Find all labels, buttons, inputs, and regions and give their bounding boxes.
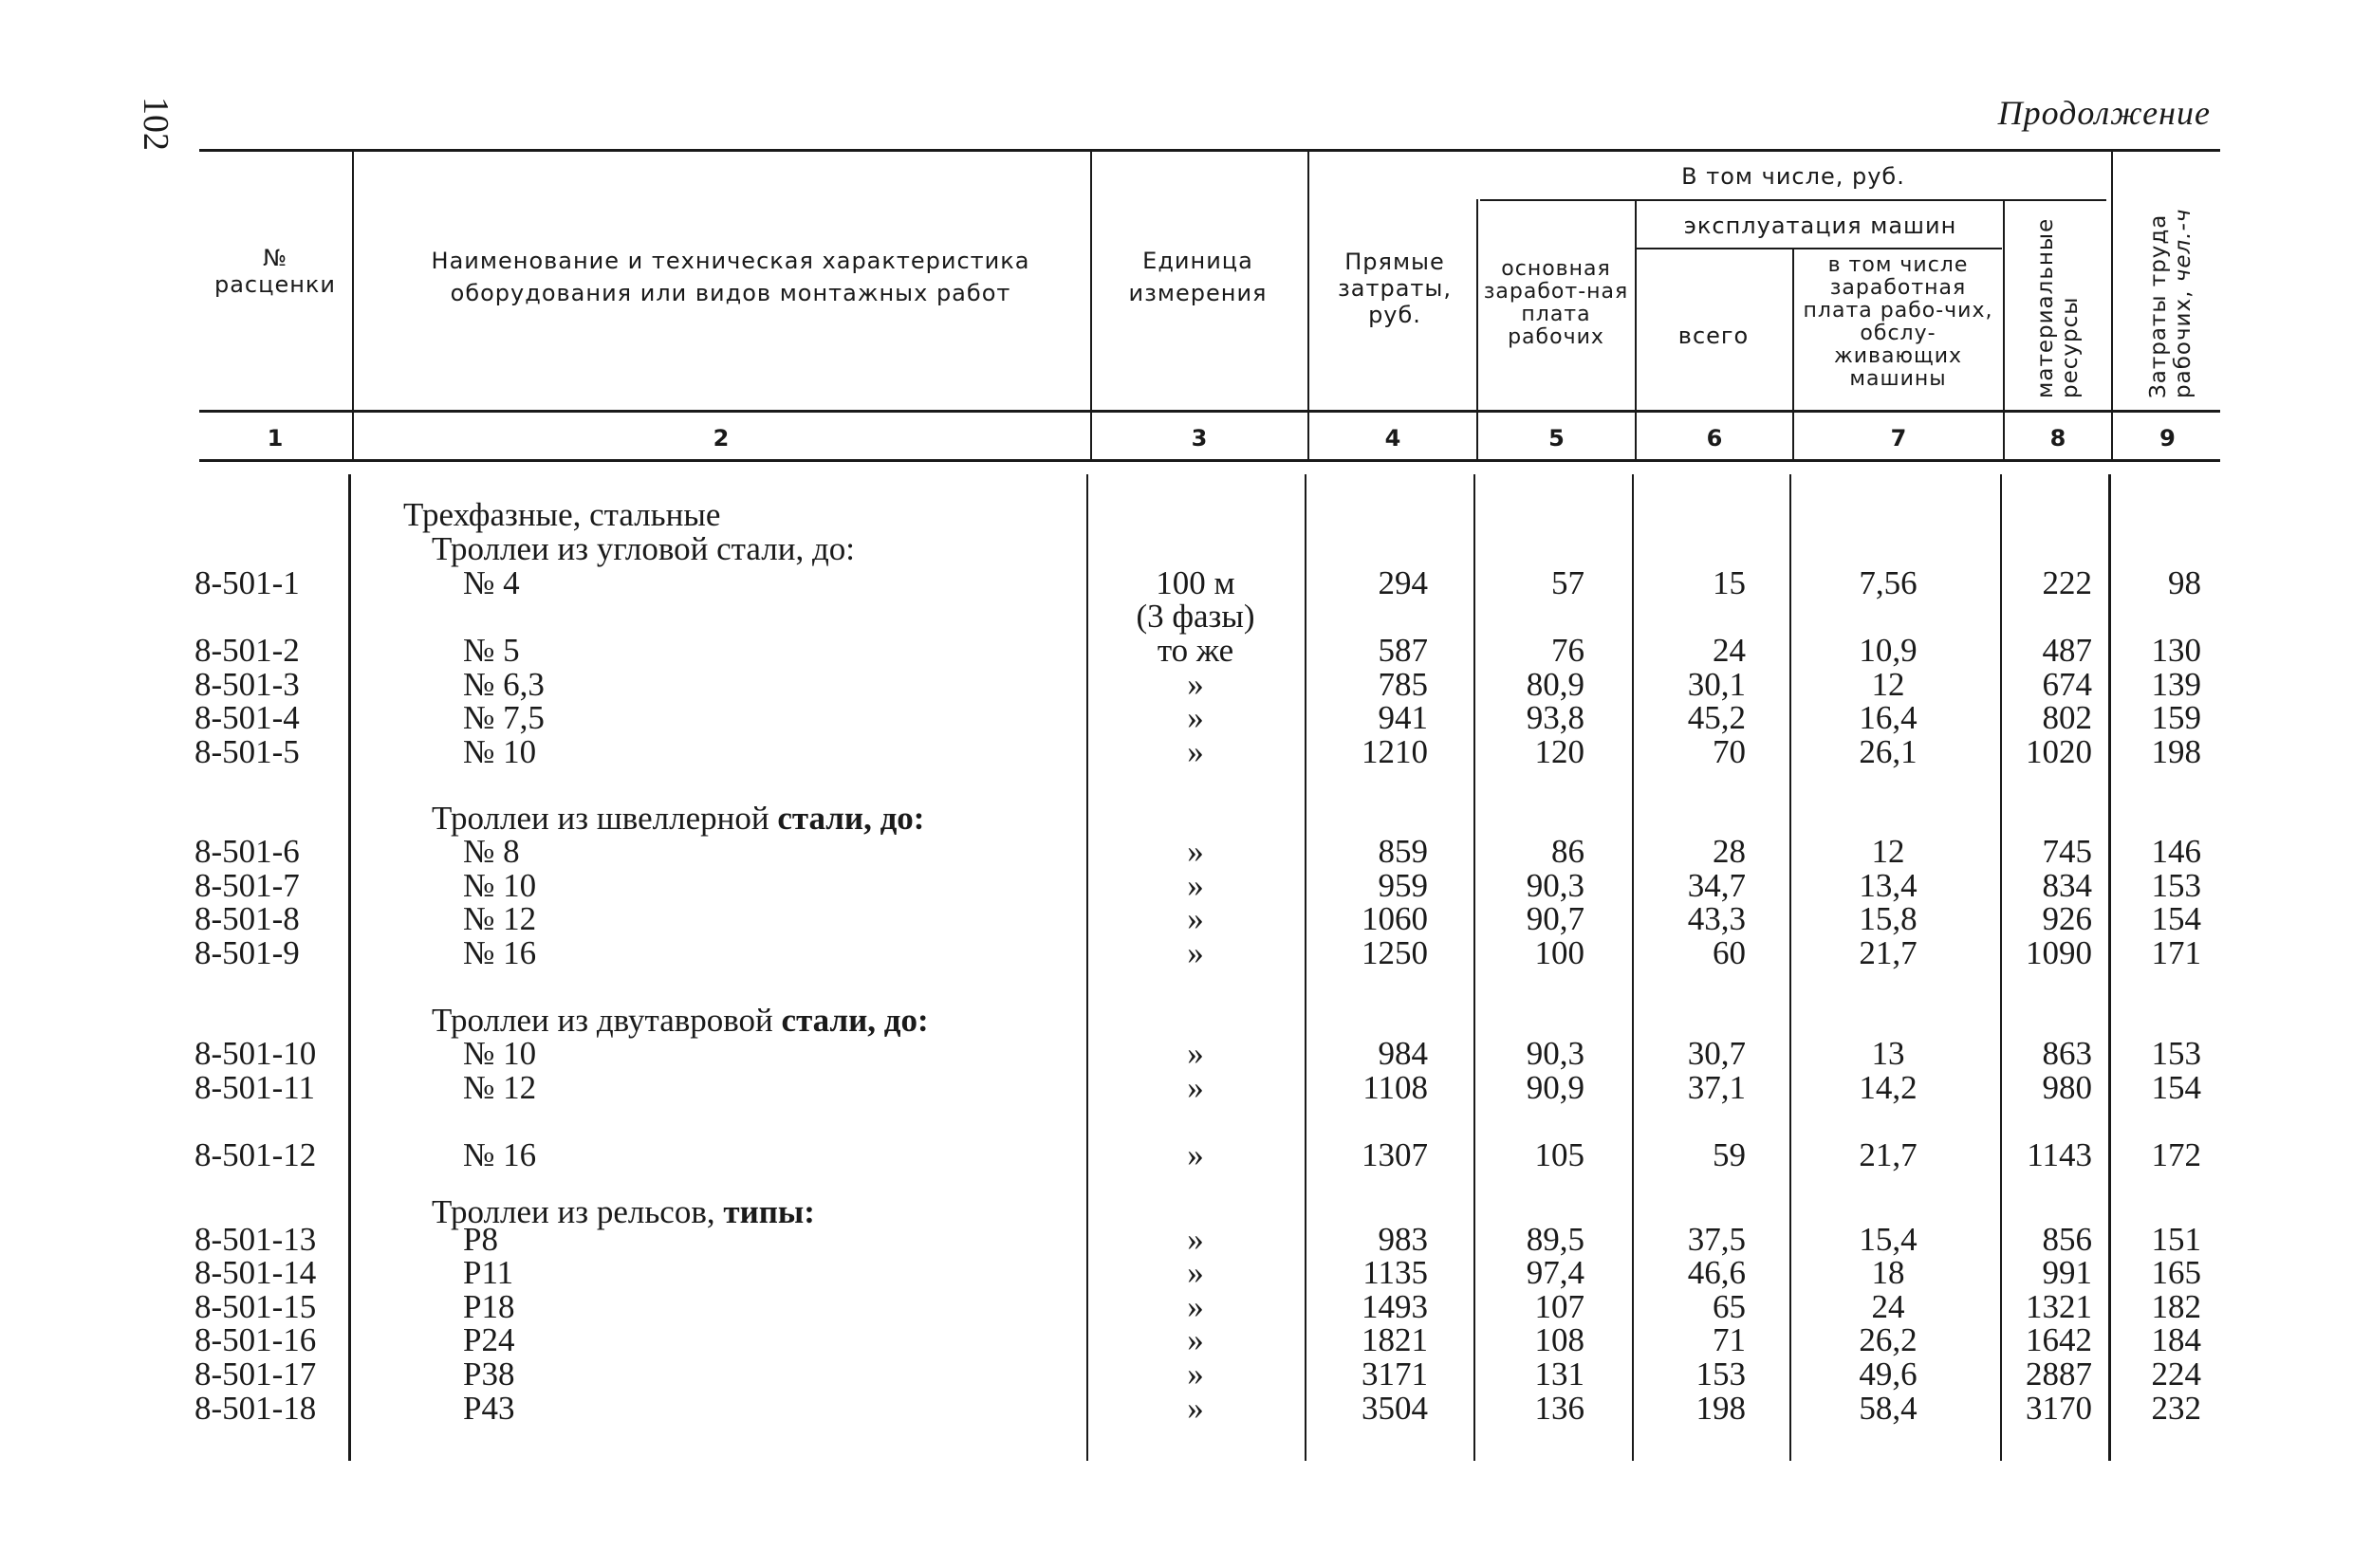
row-unit: » <box>1187 699 1204 736</box>
row-machines-total: 15 <box>1713 564 1746 601</box>
table-row <box>0 1392 2353 1426</box>
header-col-code: № расценки <box>213 245 337 298</box>
row-materials: 1090 <box>2026 934 2092 971</box>
section-rails-bold: типы: <box>723 1193 815 1230</box>
row-name: Р43 <box>463 1390 515 1427</box>
row-machines-total: 34,7 <box>1687 867 1746 904</box>
table-row <box>0 835 2353 869</box>
row-direct-cost: 3504 <box>1362 1390 1428 1427</box>
row-unit: » <box>1187 1069 1204 1106</box>
row-labor: 198 <box>2151 733 2201 770</box>
row-base-wage: 90,3 <box>1526 1035 1584 1072</box>
row-labor: 232 <box>2151 1390 2201 1427</box>
row-labor: 98 <box>2168 564 2201 601</box>
table-row <box>0 1037 2353 1071</box>
column-number: 7 <box>1890 425 1907 452</box>
row-direct-cost: 1135 <box>1362 1254 1428 1291</box>
row-unit: » <box>1187 1221 1204 1258</box>
row-machines-total: 198 <box>1695 1390 1746 1427</box>
section-ibeam-bold: стали, до: <box>781 1002 929 1039</box>
header-col-labor-unit: чел.-ч <box>2171 208 2196 283</box>
row-base-wage: 120 <box>1534 733 1584 770</box>
row-direct-cost: 785 <box>1378 666 1428 703</box>
row-code: 8-501-1 <box>195 564 300 601</box>
table-row <box>0 668 2353 702</box>
row-base-wage: 97,4 <box>1526 1254 1584 1291</box>
row-code: 8-501-3 <box>195 666 300 703</box>
continuation-label: Продолжение <box>1997 94 2211 132</box>
row-machine-wage: 49,6 <box>1859 1356 1918 1393</box>
header-divider-7 <box>2003 199 2005 461</box>
table-row <box>0 1223 2353 1257</box>
row-machine-wage: 7,56 <box>1859 564 1918 601</box>
header-including: В том числе, руб. <box>1681 163 1905 190</box>
including-rule <box>1480 199 2106 201</box>
row-machines-total: 65 <box>1713 1288 1746 1325</box>
row-direct-cost: 984 <box>1378 1035 1428 1072</box>
row-code: 8-501-14 <box>195 1254 317 1291</box>
table-row <box>0 634 2353 668</box>
machines-rule <box>1637 248 2002 249</box>
row-name: № 8 <box>463 833 520 870</box>
header-divider-1 <box>352 152 354 461</box>
row-machines-total: 37,1 <box>1687 1069 1746 1106</box>
row-base-wage: 57 <box>1551 564 1584 601</box>
row-machine-wage: 12 <box>1871 666 1905 703</box>
row-code: 8-501-18 <box>195 1390 317 1427</box>
section-channel-heading <box>432 802 924 836</box>
table-row <box>0 1323 2353 1357</box>
section-angle-heading: Троллеи из угловой стали, до: <box>432 530 855 567</box>
row-machine-wage: 26,1 <box>1859 733 1918 770</box>
table-row <box>0 566 2353 600</box>
row-base-wage: 107 <box>1534 1288 1584 1325</box>
row-machines-total: 28 <box>1713 833 1746 870</box>
row-machine-wage: 15,4 <box>1859 1221 1918 1258</box>
row-direct-cost: 1210 <box>1362 733 1428 770</box>
row-machine-wage: 26,2 <box>1859 1321 1918 1358</box>
row-materials: 926 <box>2042 900 2092 937</box>
row-machines-total: 30,1 <box>1687 666 1746 703</box>
row-name: № 16 <box>463 934 537 971</box>
row-machine-wage: 14,2 <box>1859 1069 1918 1106</box>
row-materials: 1642 <box>2026 1321 2092 1358</box>
row-direct-cost: 859 <box>1378 833 1428 870</box>
row-name: № 12 <box>463 900 537 937</box>
row-labor: 154 <box>2151 900 2201 937</box>
header-divider-4 <box>1476 199 1478 461</box>
row-direct-cost: 959 <box>1378 867 1428 904</box>
row-direct-cost: 983 <box>1378 1221 1428 1258</box>
row-base-wage: 93,8 <box>1526 699 1584 736</box>
row-machines-total: 59 <box>1713 1136 1746 1173</box>
row-machines-total: 37,5 <box>1687 1221 1746 1258</box>
header-bottom-rule <box>199 410 2220 413</box>
row-materials: 856 <box>2042 1221 2092 1258</box>
row-name: № 10 <box>463 867 537 904</box>
row-labor: 130 <box>2151 632 2201 669</box>
row-labor: 146 <box>2151 833 2201 870</box>
row-code: 8-501-15 <box>195 1288 317 1325</box>
row-materials: 674 <box>2042 666 2092 703</box>
row-machine-wage: 24 <box>1871 1288 1905 1325</box>
row-machines-total: 45,2 <box>1687 699 1746 736</box>
row-code: 8-501-9 <box>195 934 300 971</box>
row-materials: 802 <box>2042 699 2092 736</box>
row-base-wage: 108 <box>1534 1321 1584 1358</box>
row-code: 8-501-13 <box>195 1221 317 1258</box>
row-code: 8-501-12 <box>195 1136 317 1173</box>
row-base-wage: 76 <box>1551 632 1584 669</box>
column-number: 5 <box>1548 425 1565 452</box>
row-materials: 991 <box>2042 1254 2092 1291</box>
table-top-rule <box>199 149 2220 152</box>
row-code: 8-501-5 <box>195 733 300 770</box>
row-materials: 487 <box>2042 632 2092 669</box>
row-code: 8-501-7 <box>195 867 300 904</box>
row-machine-wage: 21,7 <box>1859 934 1918 971</box>
row-code: 8-501-6 <box>195 833 300 870</box>
row-base-wage: 90,7 <box>1526 900 1584 937</box>
row-name: № 10 <box>463 1035 537 1072</box>
section-ibeam-text: Троллеи из двутавровой <box>432 1002 773 1039</box>
row-unit: » <box>1187 833 1204 870</box>
table-row <box>0 1071 2353 1105</box>
table-row <box>0 701 2353 735</box>
row-base-wage: 89,5 <box>1526 1221 1584 1258</box>
table-row <box>0 1357 2353 1392</box>
table-row <box>0 902 2353 936</box>
row-machines-total: 30,7 <box>1687 1035 1746 1072</box>
column-number: 4 <box>1384 425 1401 452</box>
row-base-wage: 86 <box>1551 833 1584 870</box>
row-name: Р18 <box>463 1288 515 1325</box>
row-direct-cost: 1821 <box>1362 1321 1428 1358</box>
page-number: 102 <box>136 97 176 151</box>
section-channel-bold: стали, до: <box>777 800 925 837</box>
row-machines-total: 71 <box>1713 1321 1746 1358</box>
row-direct-cost: 1307 <box>1362 1136 1428 1173</box>
table-row <box>0 1256 2353 1290</box>
row-name: № 5 <box>463 632 520 669</box>
column-number: 3 <box>1191 425 1208 452</box>
row-unit: » <box>1187 1288 1204 1325</box>
row-name: № 16 <box>463 1136 537 1173</box>
row-machine-wage: 10,9 <box>1859 632 1918 669</box>
row-unit: » <box>1187 1035 1204 1072</box>
row-direct-cost: 3171 <box>1362 1356 1428 1393</box>
row-base-wage: 105 <box>1534 1136 1584 1173</box>
row-labor: 151 <box>2151 1221 2201 1258</box>
table-row <box>0 1138 2353 1172</box>
row-unit: » <box>1187 1254 1204 1291</box>
row-unit: » <box>1187 1321 1204 1358</box>
section-channel-text: Троллеи из швеллерной <box>432 800 769 837</box>
row-base-wage: 90,9 <box>1526 1069 1584 1106</box>
row-name: Р38 <box>463 1356 515 1393</box>
row-code: 8-501-8 <box>195 900 300 937</box>
row-materials: 863 <box>2042 1035 2092 1072</box>
row-labor: 224 <box>2151 1356 2201 1393</box>
section-rails-text: Троллеи из рельсов, <box>432 1193 715 1230</box>
row-unit: » <box>1187 1356 1204 1393</box>
header-divider-5 <box>1635 199 1637 461</box>
row-machines-total: 153 <box>1695 1356 1746 1393</box>
row-name: Р24 <box>463 1321 515 1358</box>
header-divider-2 <box>1090 152 1092 461</box>
column-number: 2 <box>713 425 730 452</box>
header-col-labor-line1: Затраты труда <box>2146 213 2171 398</box>
row-unit: » <box>1187 666 1204 703</box>
row-materials: 745 <box>2042 833 2092 870</box>
row-labor: 159 <box>2151 699 2201 736</box>
row-base-wage: 100 <box>1534 934 1584 971</box>
column-number: 8 <box>2049 425 2066 452</box>
header-col-labor <box>2146 171 2196 398</box>
section-main-heading: Трехфазные, стальные <box>403 496 721 533</box>
header-col-labor-line2: рабочих, <box>2171 289 2196 398</box>
row-unit: » <box>1187 1136 1204 1173</box>
table-row <box>0 936 2353 970</box>
row-direct-cost: 1493 <box>1362 1288 1428 1325</box>
header-col-machine-wage: в том числе заработная плата рабо-чих, обслу-живающих машины <box>1803 253 1993 391</box>
row-labor: 171 <box>2151 934 2201 971</box>
header-machines: эксплуатация машин <box>1683 212 1957 239</box>
row-unit: » <box>1187 1390 1204 1427</box>
section-ibeam-heading <box>432 1004 929 1038</box>
row-name: Р11 <box>463 1254 514 1291</box>
row-base-wage: 136 <box>1534 1390 1584 1427</box>
row-unit: » <box>1187 867 1204 904</box>
row-machine-wage: 12 <box>1871 833 1905 870</box>
column-number: 1 <box>267 425 284 452</box>
row-name: № 7,5 <box>463 699 545 736</box>
row-machine-wage: 13 <box>1871 1035 1905 1072</box>
row-machine-wage: 58,4 <box>1859 1390 1918 1427</box>
row-direct-cost: 1060 <box>1362 900 1428 937</box>
unit-continuation: (3 фазы) <box>1136 598 1255 635</box>
row-base-wage: 131 <box>1534 1356 1584 1393</box>
row-direct-cost: 294 <box>1378 564 1428 601</box>
column-number: 9 <box>2159 425 2176 452</box>
row-machine-wage: 16,4 <box>1859 699 1918 736</box>
row-materials: 1020 <box>2026 733 2092 770</box>
header-divider-3 <box>1307 152 1309 461</box>
row-materials: 834 <box>2042 867 2092 904</box>
row-materials: 1321 <box>2026 1288 2092 1325</box>
row-labor: 165 <box>2151 1254 2201 1291</box>
header-divider-8 <box>2111 152 2113 461</box>
row-materials: 222 <box>2042 564 2092 601</box>
row-direct-cost: 1250 <box>1362 934 1428 971</box>
row-machines-total: 70 <box>1713 733 1746 770</box>
row-unit: » <box>1187 733 1204 770</box>
row-name: № 6,3 <box>463 666 545 703</box>
row-machine-wage: 18 <box>1871 1254 1905 1291</box>
row-unit: » <box>1187 934 1204 971</box>
row-machine-wage: 21,7 <box>1859 1136 1918 1173</box>
row-unit: то же <box>1157 632 1234 669</box>
row-code: 8-501-17 <box>195 1356 317 1393</box>
header-col-direct: Прямые затраты, руб. <box>1338 249 1452 328</box>
row-labor: 139 <box>2151 666 2201 703</box>
row-machines-total: 43,3 <box>1687 900 1746 937</box>
row-labor: 172 <box>2151 1136 2201 1173</box>
row-machines-total: 60 <box>1713 934 1746 971</box>
row-machines-total: 24 <box>1713 632 1746 669</box>
row-code: 8-501-16 <box>195 1321 317 1358</box>
row-unit: » <box>1187 900 1204 937</box>
row-labor: 154 <box>2151 1069 2201 1106</box>
table-row <box>0 735 2353 769</box>
row-machines-total: 46,6 <box>1687 1254 1746 1291</box>
row-machine-wage: 13,4 <box>1859 867 1918 904</box>
row-name: № 4 <box>463 564 520 601</box>
table-row <box>0 869 2353 903</box>
column-number: 6 <box>1706 425 1723 452</box>
header-col-total: всего <box>1677 323 1750 349</box>
header-col-name: Наименование и техническая характеристика оборудования или видов монтажных работ <box>431 248 1030 306</box>
row-materials: 1143 <box>2027 1136 2092 1173</box>
row-code: 8-501-2 <box>195 632 300 669</box>
row-code: 8-501-4 <box>195 699 300 736</box>
row-machine-wage: 15,8 <box>1859 900 1918 937</box>
row-materials: 2887 <box>2026 1356 2092 1393</box>
header-col-wage: основная заработ-ная плата рабочих <box>1483 257 1629 349</box>
row-unit: 100 м <box>1156 564 1235 601</box>
row-base-wage: 90,3 <box>1526 867 1584 904</box>
row-code: 8-501-10 <box>195 1035 317 1072</box>
row-labor: 153 <box>2151 1035 2201 1072</box>
row-materials: 980 <box>2042 1069 2092 1106</box>
numbers-bottom-rule <box>199 459 2220 462</box>
row-name: № 10 <box>463 733 537 770</box>
table-row <box>0 1290 2353 1324</box>
row-direct-cost: 941 <box>1378 699 1428 736</box>
row-direct-cost: 1108 <box>1362 1069 1428 1106</box>
row-name: № 12 <box>463 1069 537 1106</box>
row-code: 8-501-11 <box>195 1069 316 1106</box>
row-name: Р8 <box>463 1221 498 1258</box>
row-labor: 184 <box>2151 1321 2201 1358</box>
row-base-wage: 80,9 <box>1526 666 1584 703</box>
row-labor: 182 <box>2151 1288 2201 1325</box>
header-col-materials: материальные ресурсы <box>2033 217 2083 398</box>
row-direct-cost: 587 <box>1378 632 1428 669</box>
row-labor: 153 <box>2151 867 2201 904</box>
header-col-unit: Единица измерения <box>1128 248 1268 306</box>
row-materials: 3170 <box>2026 1390 2092 1427</box>
